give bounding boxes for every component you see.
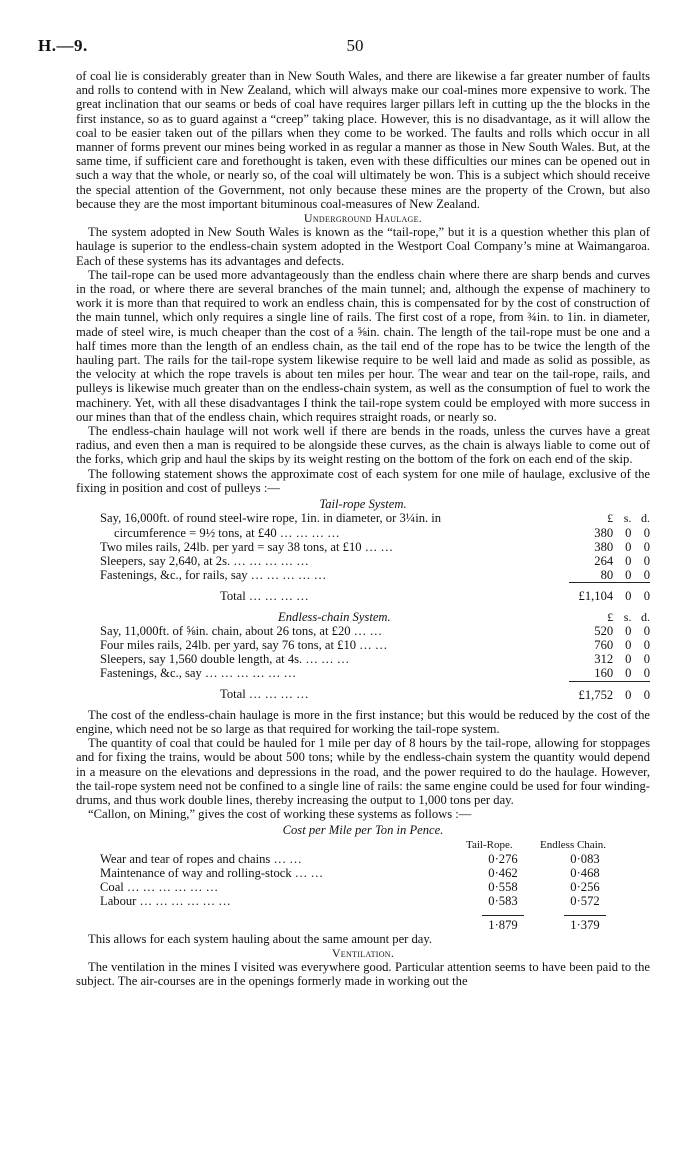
paragraph-tail-rope: The tail-rope can be used more advantageously than the endless chain where there are sharp bends and curves in the road, or where there are several branches of the main tunnel; and, although the expense of machinery to work it is more than that required to work an endless chain, this is compensated for by the cost of construction of the main tunnel, which only requires a single line of rails. The first cost of a rope, from ¾in. to 1in. in diameter, made of steel wire, is much cheaper than the cost of a ⅝in. chain. The length of the tail-rope must be one and a half times more than the length of an endless chain, as the tail end of the rope has to be twice the length of the hauling part. The rails for the tail-rope system likewise require to be well laid and made as solid as possible, as the velocity at which the rope travels is about ten miles per hour. The wear and tear on the tail-rope, rails, and pulleys is likewise much greater than on the endless-chain system, as well as the consumption of fuel to work the machinery. Yet, with all these disadvantages I think the tail-rope system could be employed with more success in our mines than that of the endless chain, which requires straight roads, or nearly so. — [76, 267, 650, 424]
cost-tail-rope: 0·462 — [488, 865, 518, 880]
table-total-row — [100, 583, 650, 604]
ledger-pounds: 760 — [594, 637, 614, 652]
table-row — [100, 852, 630, 866]
ledger-desc: Sleepers, say 1,560 double length, at 4s. … … … — [100, 652, 350, 667]
cost-tail-rope: 0·558 — [488, 880, 518, 895]
total-endless-chain: 1·379 — [564, 915, 605, 932]
ledger-desc: circumference = 9½ tons, at £40 … … … … — [114, 525, 340, 540]
ledger-desc: Fastenings, &c., say … … … … … … — [100, 666, 297, 681]
paragraph-quantity: The quantity of coal that could be hauled for 1 mile per day of 8 hours by the tail-rope, allowing for stoppages and for fixing the trains, would be about 500 tons; while by the endless-chain system the quantity would depend in a measure on the elevations and depressions in the road, and the power required to do the haulage. However, the tail-rope system need not be confined to a single line of rails: the same engine could be used for four winding-drums, and thus work double lines, thereby increasing the output to 1,000 tons per day. — [76, 736, 650, 807]
cost-desc: Labour … … … … … … — [100, 894, 231, 909]
paragraph-first-cost: The cost of the endless-chain haulage is more in the first instance; but this would be reduced by the cost of the engine, which need not be so large as that required for working the tail-rope system. — [76, 707, 650, 736]
ledger-pence: 0 — [643, 568, 650, 583]
ledger-desc: Say, 16,000ft. of round steel-wire rope, 1in. in diameter, or 3¼in. in — [100, 511, 442, 526]
cost-table-title: Cost per Mile per Ton in Pence. — [282, 823, 444, 838]
paragraph-systems-intro: The system adopted in New South Wales is known as the “tail-rope,” but it is a question whether this plan of haulage is superior to the endless-chain system adopted in the Westport Coal Company’s mine at Waimangaroa. Each of these systems has its advantages and defects. — [76, 225, 650, 268]
total-pence: 0 — [631, 681, 650, 702]
ledger-shillings: 0 — [625, 637, 632, 652]
ledger-pounds: 312 — [594, 652, 614, 667]
table-total-row — [100, 681, 650, 702]
table-header-row — [100, 838, 630, 852]
ledger-pounds: 380 — [594, 525, 614, 540]
ledger-pounds: 520 — [594, 623, 614, 638]
ledger-shillings: 0 — [625, 652, 632, 667]
page-number: 50 — [346, 36, 364, 55]
cost-endless-chain: 0·256 — [570, 880, 600, 895]
ledger-desc: Fastenings, &c., for rails, say … … … … … — [100, 568, 327, 583]
endless-chain-cost-table — [100, 610, 650, 702]
table-header-row — [100, 610, 650, 624]
total-pounds: £1,752 — [569, 681, 613, 702]
ledger-shillings: 0 — [625, 666, 632, 681]
ledger-pence: 0 — [643, 539, 650, 554]
table-row — [100, 568, 650, 583]
table-row — [100, 652, 650, 666]
ledger-pounds: 380 — [594, 539, 614, 554]
cost-tail-rope: 0·276 — [488, 851, 518, 866]
ledger-pounds: 80 — [600, 568, 614, 583]
cost-desc: Coal … … … … … … — [100, 880, 219, 895]
table-row — [100, 526, 650, 540]
report-code: H.—9. — [38, 36, 88, 55]
ledger-shillings: 0 — [625, 525, 632, 540]
col-endless-chain: Endless Chain. — [540, 838, 606, 851]
ledger-pence: 0 — [643, 652, 650, 667]
table-row — [100, 554, 650, 568]
paragraph-coal-seams: of coal lie is considerably greater than in New South Wales, and there are likewise a far greater number of faults and rolls to contend with in New Zealand, which will always make our coal-mines more expensive to work. The great inclination that our seams or beds of coal have requires larger pillars left in cutting up the the blocks in the first instance, so as to guard against a “creep” taking place. However, this is no disadvantage, as it will allow the coal to be easier taken out of the pillars when they come to be worked. The faults and rolls which occur in all manner of forms prevent our mines being worked in as regular a manner as those in New South Wales. But, at the same time, if sufficient care and forethought is taken, even with these difficulties our mines can be opened out in such a way that the whole, or nearly so, of the coal will ultimately be won. This is a subject which should receive the special attention of the Government, not only because these mines are the property of the Crown, but also because they are the most important bituminous coal-measures of New Zealand. — [76, 69, 650, 211]
paragraph-callon: “Callon, on Mining,” gives the cost of working these systems as follows :— — [88, 807, 472, 822]
ledger-pence: 0 — [643, 553, 650, 568]
col-shillings: s. — [623, 609, 632, 624]
cost-per-mile-table — [100, 838, 630, 932]
ledger-shillings: 0 — [625, 568, 632, 583]
tail-rope-title: Tail-rope System. — [319, 497, 407, 512]
table-row — [100, 540, 650, 554]
ledger-pence: 0 — [643, 525, 650, 540]
cost-desc: Maintenance of way and rolling-stock … … — [100, 865, 324, 880]
ledger-pounds: 264 — [594, 553, 614, 568]
table-row — [100, 894, 630, 908]
ledger-desc: Two miles rails, 24lb. per yard = say 38 tons, at £10 … … — [100, 539, 394, 554]
total-shillings: 0 — [613, 583, 631, 604]
table-row — [100, 511, 650, 525]
ledger-pence: 0 — [643, 623, 650, 638]
table-row — [100, 638, 650, 652]
cost-endless-chain: 0·083 — [570, 851, 600, 866]
cost-endless-chain: 0·572 — [570, 894, 600, 909]
paragraph-ventilation: The ventilation in the mines I visited was everywhere good. Particular attention seems to have been paid to the subject. The air-courses are in the openings formerly made in working out the — [76, 960, 650, 989]
ledger-desc: Say, 11,000ft. of ⅝in. chain, about 26 tons, at £20 … … — [100, 623, 383, 638]
col-pence: d. — [641, 609, 650, 624]
ledger-pence: 0 — [643, 666, 650, 681]
ledger-shillings: 0 — [625, 623, 632, 638]
ledger-pence: 0 — [643, 637, 650, 652]
ledger-desc: Four miles rails, 24lb. per yard, say 76 tons, at £10 … … — [100, 637, 388, 652]
total-label: Total … … … … — [220, 588, 309, 603]
table-row — [100, 624, 650, 638]
col-pence: d. — [641, 511, 650, 526]
col-pounds: £ — [607, 609, 614, 624]
total-pounds: £1,104 — [569, 583, 613, 604]
cost-desc: Wear and tear of ropes and chains … … — [100, 851, 302, 866]
cost-tail-rope: 0·583 — [488, 894, 518, 909]
table-row — [100, 866, 630, 880]
col-pounds: £ — [607, 511, 614, 526]
paragraph-cost-statement: The following statement shows the approximate cost of each system for one mile of haulage, exclusive of the fixing in position and cost of pulleys :— — [76, 466, 650, 495]
col-tail-rope: Tail-Rope. — [466, 838, 513, 851]
ledger-shillings: 0 — [625, 553, 632, 568]
total-pence: 0 — [631, 583, 650, 604]
cost-endless-chain: 0·468 — [570, 865, 600, 880]
paragraph-endless-chain: The endless-chain haulage will not work well if there are bends in the roads, unless the curves have a great radius, and even then a man is required to be alongside these curves, as the chain is always liable to come out of the forks, which grip and haul the skips by its weight resting on the bottom of the fork on each end of the skip. — [76, 424, 650, 467]
ledger-shillings: 0 — [625, 539, 632, 554]
document-body — [76, 69, 650, 989]
table-row — [100, 880, 630, 894]
total-shillings: 0 — [613, 681, 631, 702]
heading-ventilation: Ventilation. — [331, 945, 395, 960]
ledger-pounds: 160 — [594, 666, 614, 681]
endless-chain-title: Endless-chain System. — [278, 609, 391, 624]
table-total-row — [100, 909, 630, 932]
total-label: Total … … … … — [220, 687, 309, 702]
col-shillings: s. — [623, 511, 632, 526]
total-tail-rope: 1·879 — [482, 915, 523, 932]
ledger-desc: Sleepers, say 2,640, at 2s. … … … … … — [100, 553, 309, 568]
heading-underground-haulage: Underground Haulage. — [303, 211, 423, 226]
table-row — [100, 666, 650, 681]
paragraph-allowance: This allows for each system hauling about the same amount per day. — [88, 931, 433, 946]
tail-rope-cost-table — [100, 511, 650, 603]
